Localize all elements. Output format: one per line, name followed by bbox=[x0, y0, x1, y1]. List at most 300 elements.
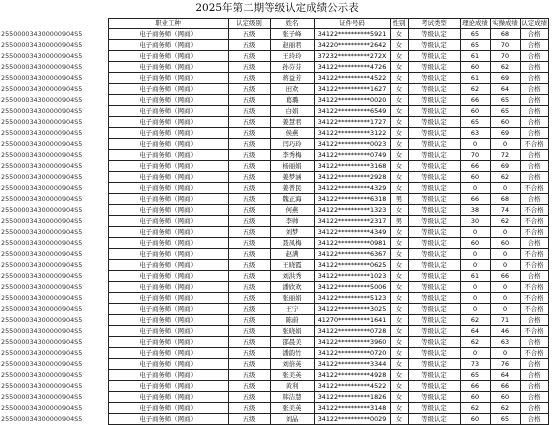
work-type-cell: 电子商务师（网商） bbox=[108, 326, 228, 337]
row-id-cell: 255000034300000904S5 bbox=[1, 85, 83, 93]
level-cell: 五级 bbox=[228, 150, 270, 161]
theory-score-cell: 62 bbox=[460, 403, 490, 414]
row-id-cell: 255000034300000904S5 bbox=[1, 393, 83, 401]
practice-score-cell: 46 bbox=[490, 326, 520, 337]
result-cell: 不合格 bbox=[520, 183, 548, 194]
practice-score-cell: 60 bbox=[490, 117, 520, 128]
row-id-cell: 255000034300000904S5 bbox=[1, 107, 83, 115]
table-row bbox=[0, 84, 548, 95]
name-cell: 李秀梅 bbox=[270, 150, 314, 161]
gender-cell: 女 bbox=[390, 205, 408, 216]
table-row bbox=[0, 161, 548, 172]
id-card-cell: 34122**********6318 bbox=[314, 194, 390, 205]
exam-type-cell: 等级认定 bbox=[408, 359, 460, 370]
id-card-cell: 34122**********0023 bbox=[314, 139, 390, 150]
result-cell: 合格 bbox=[520, 403, 548, 414]
gender-cell: 女 bbox=[390, 381, 408, 392]
gender-cell: 女 bbox=[390, 73, 408, 84]
result-cell: 合格 bbox=[520, 359, 548, 370]
exam-type-cell: 等级认定 bbox=[408, 106, 460, 117]
work-type-cell: 电子商务师（网商） bbox=[108, 205, 228, 216]
work-type-cell: 电子商务师（网商） bbox=[108, 282, 228, 293]
row-id-cell: 255000034300000904S5 bbox=[1, 140, 83, 148]
gender-cell: 女 bbox=[390, 414, 408, 425]
row-id-cell: 255000034300000904S5 bbox=[1, 305, 83, 313]
table-body bbox=[0, 29, 548, 425]
gender-cell: 女 bbox=[390, 117, 408, 128]
gender-cell: 女 bbox=[390, 95, 408, 106]
level-cell: 五级 bbox=[228, 194, 270, 205]
exam-type-cell: 等级认定 bbox=[408, 216, 460, 227]
name-cell: 赵丽君 bbox=[270, 40, 314, 51]
exam-type-cell: 等级认定 bbox=[408, 95, 460, 106]
row-id-cell: 255000034300000904S5 bbox=[1, 173, 83, 181]
table-row bbox=[0, 392, 548, 403]
practice-score-cell: 66 bbox=[490, 271, 520, 282]
exam-type-cell: 等级认定 bbox=[408, 381, 460, 392]
theory-score-cell: 30 bbox=[460, 216, 490, 227]
name-cell: 白娟 bbox=[270, 106, 314, 117]
gender-cell: 女 bbox=[390, 304, 408, 315]
sheet-title: 2025年第二期等级认定成绩公示表 bbox=[195, 2, 359, 14]
exam-type-cell: 等级认定 bbox=[408, 40, 460, 51]
theory-score-cell: 65 bbox=[460, 370, 490, 381]
theory-score-cell: 0 bbox=[460, 348, 490, 359]
id-card-cell: 41270**********1641 bbox=[314, 315, 390, 326]
work-type-cell: 电子商务师（网商） bbox=[108, 293, 228, 304]
level-cell: 五级 bbox=[228, 359, 270, 370]
practice-score-cell: 65 bbox=[490, 106, 520, 117]
result-cell: 合格 bbox=[520, 337, 548, 348]
level-cell: 五级 bbox=[228, 73, 270, 84]
gender-cell: 女 bbox=[390, 293, 408, 304]
result-cell: 合格 bbox=[520, 73, 548, 84]
col-header-id-card: 证件号码 bbox=[314, 19, 390, 29]
name-cell: 黄利 bbox=[270, 381, 314, 392]
row-id-cell: 255000034300000904S5 bbox=[1, 96, 83, 104]
results-table bbox=[0, 18, 549, 425]
table-row bbox=[0, 414, 548, 425]
theory-score-cell: 60 bbox=[460, 414, 490, 425]
id-card-cell: 34122**********2928 bbox=[314, 172, 390, 183]
exam-type-cell: 等级认定 bbox=[408, 271, 460, 282]
work-type-cell: 电子商务师（网商） bbox=[108, 304, 228, 315]
gender-cell: 女 bbox=[390, 62, 408, 73]
work-type-cell: 电子商务师（网商） bbox=[108, 40, 228, 51]
row-id-cell: 255000034300000904S5 bbox=[1, 206, 83, 214]
id-card-cell: 34122**********1826 bbox=[314, 392, 390, 403]
level-cell: 五级 bbox=[228, 315, 270, 326]
name-cell: 潘韵竹 bbox=[270, 348, 314, 359]
theory-score-cell: 0 bbox=[460, 249, 490, 260]
theory-score-cell: 66 bbox=[460, 95, 490, 106]
table-row bbox=[0, 51, 548, 62]
exam-type-cell: 等级认定 bbox=[408, 249, 460, 260]
exam-type-cell: 等级认定 bbox=[408, 326, 460, 337]
gender-cell: 女 bbox=[390, 106, 408, 117]
result-cell: 合格 bbox=[520, 315, 548, 326]
level-cell: 五级 bbox=[228, 117, 270, 128]
table-row bbox=[0, 183, 548, 194]
exam-type-cell: 等级认定 bbox=[408, 128, 460, 139]
name-cell: 张美英 bbox=[270, 403, 314, 414]
id-card-cell: 34122**********0020 bbox=[314, 95, 390, 106]
level-cell: 五级 bbox=[228, 62, 270, 73]
table-row bbox=[0, 205, 548, 216]
table-row bbox=[0, 271, 548, 282]
row-id-cell: 255000034300000904S5 bbox=[1, 239, 83, 247]
practice-score-cell: 70 bbox=[490, 40, 520, 51]
name-cell: 姜梦涵 bbox=[270, 172, 314, 183]
col-header-result: 认定成绩 bbox=[521, 19, 548, 27]
name-cell: 赵满 bbox=[270, 249, 314, 260]
col-header-theory: 理论成绩 bbox=[460, 19, 490, 29]
exam-type-cell: 等级认定 bbox=[408, 183, 460, 194]
gender-cell: 女 bbox=[390, 392, 408, 403]
id-card-cell: 34122**********3344 bbox=[314, 359, 390, 370]
col-header-level: 认定级别 bbox=[228, 19, 270, 29]
practice-score-cell: 0 bbox=[490, 139, 520, 150]
name-cell: 蒋益芳 bbox=[270, 73, 314, 84]
col-header-gender: 性别 bbox=[390, 19, 408, 29]
work-type-cell: 电子商务师（网商） bbox=[108, 161, 228, 172]
work-type-cell: 电子商务师（网商） bbox=[108, 315, 228, 326]
level-cell: 五级 bbox=[228, 381, 270, 392]
exam-type-cell: 等级认定 bbox=[408, 73, 460, 84]
id-card-cell: 34122**********0720 bbox=[314, 348, 390, 359]
level-cell: 五级 bbox=[228, 370, 270, 381]
practice-score-cell: 69 bbox=[490, 161, 520, 172]
practice-score-cell: 64 bbox=[490, 84, 520, 95]
work-type-cell: 电子商务师（网商） bbox=[108, 359, 228, 370]
theory-score-cell: 65 bbox=[460, 117, 490, 128]
theory-score-cell: 61 bbox=[460, 73, 490, 84]
table-row bbox=[0, 293, 548, 304]
row-id-cell: 255000034300000904S5 bbox=[1, 294, 83, 302]
practice-score-cell: 0 bbox=[490, 282, 520, 293]
table-header-row bbox=[0, 19, 548, 29]
name-cell: 李帅 bbox=[270, 216, 314, 227]
table-row bbox=[0, 29, 548, 40]
row-id-cell: 255000034300000904S5 bbox=[1, 404, 83, 412]
work-type-cell: 电子商务师（网商） bbox=[108, 249, 228, 260]
exam-type-cell: 等级认定 bbox=[408, 414, 460, 425]
name-cell: 潘欣欢 bbox=[270, 282, 314, 293]
id-card-cell: 34122**********3025 bbox=[314, 304, 390, 315]
theory-score-cell: 0 bbox=[460, 139, 490, 150]
exam-type-cell: 等级认定 bbox=[408, 172, 460, 183]
gender-cell: 女 bbox=[390, 139, 408, 150]
result-cell: 不合格 bbox=[520, 304, 548, 315]
id-card-cell: 34122**********5123 bbox=[314, 293, 390, 304]
practice-score-cell: 69 bbox=[490, 128, 520, 139]
row-id-cell: 255000034300000904S5 bbox=[1, 261, 83, 269]
work-type-cell: 电子商务师（网商） bbox=[108, 194, 228, 205]
theory-score-cell: 73 bbox=[460, 359, 490, 370]
table-row bbox=[0, 139, 548, 150]
practice-score-cell: 63 bbox=[490, 337, 520, 348]
work-type-cell: 电子商务师（网商） bbox=[108, 62, 228, 73]
exam-type-cell: 等级认定 bbox=[408, 260, 460, 271]
gender-cell: 女 bbox=[390, 337, 408, 348]
row-id-cell: 255000034300000904S5 bbox=[1, 371, 83, 379]
table-row bbox=[0, 194, 548, 205]
exam-type-cell: 等级认定 bbox=[408, 117, 460, 128]
gender-cell: 男 bbox=[390, 194, 408, 205]
practice-score-cell: 74 bbox=[490, 205, 520, 216]
theory-score-cell: 65 bbox=[460, 40, 490, 51]
work-type-cell: 电子商务师（网商） bbox=[108, 337, 228, 348]
level-cell: 五级 bbox=[228, 29, 270, 40]
id-card-cell: 34122**********4522 bbox=[314, 73, 390, 84]
name-cell: 刘倍英 bbox=[270, 359, 314, 370]
gender-cell: 女 bbox=[390, 150, 408, 161]
level-cell: 五级 bbox=[228, 172, 270, 183]
theory-score-cell: 60 bbox=[460, 172, 490, 183]
table-row bbox=[0, 326, 548, 337]
name-cell: 张子峰 bbox=[270, 29, 314, 40]
id-card-cell: 34122**********6367 bbox=[314, 249, 390, 260]
result-cell: 合格 bbox=[520, 414, 548, 425]
col-header-id bbox=[0, 19, 108, 29]
practice-score-cell: 72 bbox=[490, 150, 520, 161]
level-cell: 五级 bbox=[228, 128, 270, 139]
result-cell: 合格 bbox=[520, 117, 548, 128]
level-cell: 五级 bbox=[228, 40, 270, 51]
id-card-cell: 34122**********1627 bbox=[314, 84, 390, 95]
level-cell: 五级 bbox=[228, 260, 270, 271]
level-cell: 五级 bbox=[228, 216, 270, 227]
name-cell: 陈蔚 bbox=[270, 315, 314, 326]
work-type-cell: 电子商务师（网商） bbox=[108, 392, 228, 403]
gender-cell: 女 bbox=[390, 326, 408, 337]
level-cell: 五级 bbox=[228, 293, 270, 304]
row-id-cell: 255000034300000904S5 bbox=[1, 195, 83, 203]
table-row bbox=[0, 128, 548, 139]
work-type-cell: 电子商务师（网商） bbox=[108, 106, 228, 117]
result-cell: 不合格 bbox=[520, 260, 548, 271]
level-cell: 五级 bbox=[228, 139, 270, 150]
row-id-cell: 255000034300000904S5 bbox=[1, 162, 83, 170]
name-cell: 聂凤梅 bbox=[270, 238, 314, 249]
result-cell: 合格 bbox=[520, 106, 548, 117]
row-id-cell: 255000034300000904S5 bbox=[1, 250, 83, 258]
result-cell: 合格 bbox=[520, 392, 548, 403]
exam-type-cell: 等级认定 bbox=[408, 337, 460, 348]
table-row bbox=[0, 117, 548, 128]
table-row bbox=[0, 172, 548, 183]
row-id-cell: 255000034300000904S5 bbox=[1, 415, 83, 423]
theory-score-cell: 63 bbox=[460, 128, 490, 139]
level-cell: 五级 bbox=[228, 95, 270, 106]
result-cell: 合格 bbox=[520, 95, 548, 106]
id-card-cell: 34122**********2317 bbox=[314, 216, 390, 227]
gender-cell: 女 bbox=[390, 249, 408, 260]
name-cell: 孙芬芬 bbox=[270, 62, 314, 73]
practice-score-cell: 60 bbox=[490, 392, 520, 403]
table-row bbox=[0, 40, 548, 51]
result-cell: 不合格 bbox=[520, 205, 548, 216]
exam-type-cell: 等级认定 bbox=[408, 51, 460, 62]
id-card-cell: 37232**********272X bbox=[314, 51, 390, 62]
result-cell: 合格 bbox=[520, 128, 548, 139]
practice-score-cell: 62 bbox=[490, 62, 520, 73]
exam-type-cell: 等级认定 bbox=[408, 194, 460, 205]
practice-score-cell: 68 bbox=[490, 194, 520, 205]
result-cell: 合格 bbox=[520, 271, 548, 282]
table-row bbox=[0, 260, 548, 271]
theory-score-cell: 64 bbox=[460, 326, 490, 337]
practice-score-cell: 0 bbox=[490, 249, 520, 260]
work-type-cell: 电子商务师（网商） bbox=[108, 271, 228, 282]
row-id-cell: 255000034300000904S5 bbox=[1, 184, 83, 192]
level-cell: 五级 bbox=[228, 51, 270, 62]
result-cell: 不合格 bbox=[520, 282, 548, 293]
practice-score-cell: 0 bbox=[490, 183, 520, 194]
gender-cell: 男 bbox=[390, 216, 408, 227]
work-type-cell: 电子商务师（网商） bbox=[108, 216, 228, 227]
name-cell: 杨丽娟 bbox=[270, 161, 314, 172]
id-card-cell: 34122**********3168 bbox=[314, 161, 390, 172]
level-cell: 五级 bbox=[228, 205, 270, 216]
work-type-cell: 电子商务师（网商） bbox=[108, 227, 228, 238]
name-cell: 王晓霞 bbox=[270, 260, 314, 271]
result-cell: 合格 bbox=[520, 29, 548, 40]
exam-type-cell: 等级认定 bbox=[408, 161, 460, 172]
work-type-cell: 电子商务师（网商） bbox=[108, 183, 228, 194]
table-row bbox=[0, 348, 548, 359]
work-type-cell: 电子商务师（网商） bbox=[108, 403, 228, 414]
id-card-cell: 34122**********0749 bbox=[314, 150, 390, 161]
exam-type-cell: 等级认定 bbox=[408, 315, 460, 326]
table-row bbox=[0, 370, 548, 381]
name-cell: 王宁 bbox=[270, 304, 314, 315]
practice-score-cell: 0 bbox=[490, 227, 520, 238]
result-cell: 不合格 bbox=[520, 348, 548, 359]
gender-cell: 女 bbox=[390, 315, 408, 326]
row-id-cell: 255000034300000904S5 bbox=[1, 272, 83, 280]
theory-score-cell: 62 bbox=[460, 84, 490, 95]
level-cell: 五级 bbox=[228, 414, 270, 425]
exam-type-cell: 等级认定 bbox=[408, 238, 460, 249]
id-card-cell: 34122**********3148 bbox=[314, 403, 390, 414]
gender-cell: 女 bbox=[390, 403, 408, 414]
practice-score-cell: 62 bbox=[490, 403, 520, 414]
row-id-cell: 255000034300000904S5 bbox=[1, 41, 83, 49]
gender-cell: 女 bbox=[390, 84, 408, 95]
exam-type-cell: 等级认定 bbox=[408, 62, 460, 73]
name-cell: 魏正海 bbox=[270, 194, 314, 205]
practice-score-cell: 0 bbox=[490, 348, 520, 359]
result-cell: 合格 bbox=[520, 161, 548, 172]
level-cell: 五级 bbox=[228, 161, 270, 172]
col-header-exam-type: 考试类型 bbox=[408, 19, 460, 29]
name-cell: 闫巧玲 bbox=[270, 139, 314, 150]
exam-type-cell: 等级认定 bbox=[408, 139, 460, 150]
exam-type-cell: 等级认定 bbox=[408, 29, 460, 40]
level-cell: 五级 bbox=[228, 106, 270, 117]
work-type-cell: 电子商务师（网商） bbox=[108, 95, 228, 106]
gender-cell: 女 bbox=[390, 359, 408, 370]
row-id-cell: 255000034300000904S5 bbox=[1, 327, 83, 335]
result-cell: 不合格 bbox=[520, 249, 548, 260]
id-card-cell: 34122**********0029 bbox=[314, 414, 390, 425]
result-cell: 不合格 bbox=[520, 326, 548, 337]
id-card-cell: 34122**********1727 bbox=[314, 117, 390, 128]
theory-score-cell: 0 bbox=[460, 304, 490, 315]
gender-cell: 女 bbox=[390, 29, 408, 40]
practice-score-cell: 71 bbox=[490, 315, 520, 326]
theory-score-cell: 66 bbox=[460, 194, 490, 205]
exam-type-cell: 等级认定 bbox=[408, 370, 460, 381]
name-cell: 刘梦 bbox=[270, 227, 314, 238]
theory-score-cell: 0 bbox=[460, 183, 490, 194]
result-cell: 不合格 bbox=[520, 216, 548, 227]
work-type-cell: 电子商务师（网商） bbox=[108, 51, 228, 62]
table-row bbox=[0, 315, 548, 326]
theory-score-cell: 65 bbox=[460, 29, 490, 40]
col-header-practice: 实操成绩 bbox=[490, 19, 520, 29]
practice-score-cell: 69 bbox=[490, 73, 520, 84]
work-type-cell: 电子商务师（网商） bbox=[108, 128, 228, 139]
id-card-cell: 34122**********3122 bbox=[314, 128, 390, 139]
gender-cell: 女 bbox=[390, 172, 408, 183]
id-card-cell: 34122**********4349 bbox=[314, 227, 390, 238]
id-card-cell: 34122**********4726 bbox=[314, 62, 390, 73]
practice-score-cell: 0 bbox=[490, 304, 520, 315]
id-card-cell: 34122**********4928 bbox=[314, 370, 390, 381]
practice-score-cell: 68 bbox=[490, 29, 520, 40]
row-id-cell: 255000034300000904S5 bbox=[1, 283, 83, 291]
level-cell: 五级 bbox=[228, 282, 270, 293]
practice-score-cell: 62 bbox=[490, 216, 520, 227]
table-row bbox=[0, 359, 548, 370]
id-card-cell: 34122**********1023 bbox=[314, 271, 390, 282]
work-type-cell: 电子商务师（网商） bbox=[108, 260, 228, 271]
theory-score-cell: 60 bbox=[460, 392, 490, 403]
result-cell: 合格 bbox=[520, 172, 548, 183]
level-cell: 五级 bbox=[228, 392, 270, 403]
id-card-cell: 34122**********4522 bbox=[314, 381, 390, 392]
name-cell: 刘洪秀 bbox=[270, 271, 314, 282]
practice-score-cell: 70 bbox=[490, 51, 520, 62]
row-id-cell: 255000034300000904S5 bbox=[1, 52, 83, 60]
work-type-cell: 电子商务师（网商） bbox=[108, 73, 228, 84]
gender-cell: 女 bbox=[390, 40, 408, 51]
level-cell: 五级 bbox=[228, 238, 270, 249]
name-cell: 何燕 bbox=[270, 205, 314, 216]
name-cell: 姜慧君 bbox=[270, 117, 314, 128]
exam-type-cell: 等级认定 bbox=[408, 150, 460, 161]
table-row bbox=[0, 337, 548, 348]
level-cell: 五级 bbox=[228, 337, 270, 348]
theory-score-cell: 66 bbox=[460, 161, 490, 172]
row-id-cell: 255000034300000904S5 bbox=[1, 118, 83, 126]
work-type-cell: 电子商务师（网商） bbox=[108, 238, 228, 249]
level-cell: 五级 bbox=[228, 326, 270, 337]
table-row bbox=[0, 95, 548, 106]
table-row bbox=[0, 282, 548, 293]
table-row bbox=[0, 62, 548, 73]
level-cell: 五级 bbox=[228, 304, 270, 315]
id-card-cell: 34122**********1323 bbox=[314, 205, 390, 216]
gender-cell: 女 bbox=[390, 128, 408, 139]
table-row bbox=[0, 106, 548, 117]
row-id-cell: 255000034300000904S5 bbox=[1, 360, 83, 368]
row-id-cell: 255000034300000904S5 bbox=[1, 30, 83, 38]
work-type-cell: 电子商务师（网商） bbox=[108, 172, 228, 183]
exam-type-cell: 等级认定 bbox=[408, 282, 460, 293]
